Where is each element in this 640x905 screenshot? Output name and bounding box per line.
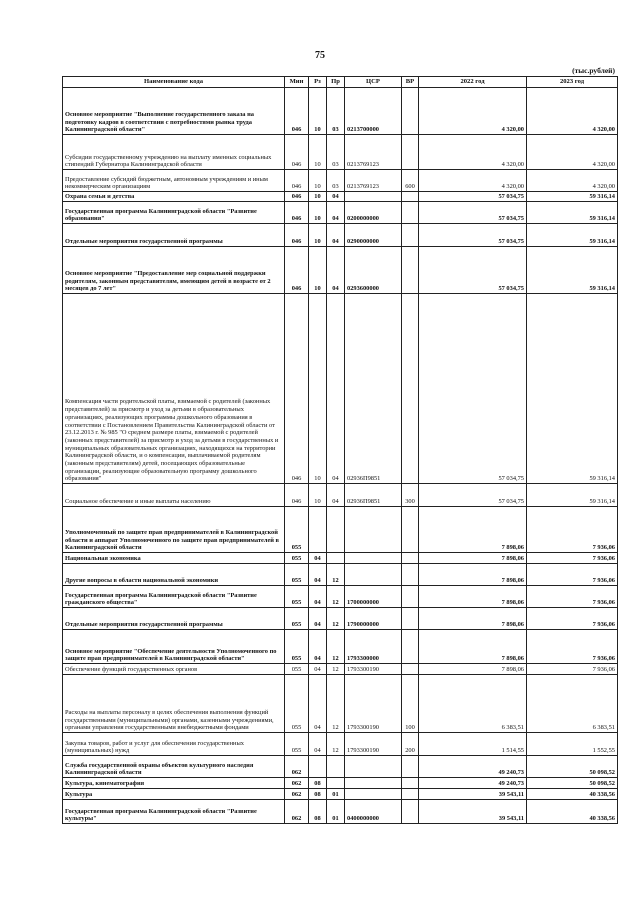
table-row [63, 733, 618, 756]
row-2023-cell: 6 383,51 [527, 675, 618, 733]
row-min-cell: 046 [285, 135, 309, 170]
row-min-cell: 046 [285, 247, 309, 294]
row-rz-cell: 10 [309, 88, 327, 135]
row-name-cell: Национальная экономика [63, 553, 285, 564]
budget-table [62, 76, 618, 824]
row-min-cell: 055 [285, 664, 309, 675]
table-row [63, 507, 618, 553]
row-2022-cell: 7 898,06 [419, 564, 527, 586]
table-row [63, 756, 618, 778]
row-min-cell: 062 [285, 778, 309, 789]
row-2022-cell: 7 898,06 [419, 586, 527, 608]
row-rz-cell: 04 [309, 564, 327, 586]
row-2022-cell: 57 034,75 [419, 294, 527, 484]
row-vr-cell [402, 224, 419, 247]
row-2023-cell: 7 936,06 [527, 630, 618, 664]
row-min-cell: 062 [285, 789, 309, 800]
row-rz-cell [309, 756, 327, 778]
row-2023-cell: 4 320,00 [527, 88, 618, 135]
row-csr-cell: 1790000000 [345, 608, 402, 630]
row-pr-cell: 04 [327, 294, 345, 484]
row-name-cell: Компенсация части родительской платы, взимаемой с родителей (законных представителей) за присмотр и уход за детьми в образовательных организациях, реализующих программы дошкольного образования в соответствии с Постановлением Правительства Калининградской области от 23.12.2013 г. № 985 "О среднем размере платы, взимаемой с родителей (законных представителей) за присмотр и уход за детьми в государственных и муниципальных образовательных организациях, находящихся на территории Калининградской области, и о компенсации, выплачиваемой родителям (законным представителям) детей, посещающих образовательные организации, реализующие образовательную программу дошкольного образования" [63, 294, 285, 484]
row-vr-cell [402, 756, 419, 778]
row-pr-cell: 04 [327, 192, 345, 202]
row-pr-cell: 12 [327, 608, 345, 630]
row-pr-cell: 01 [327, 789, 345, 800]
row-rz-cell: 04 [309, 630, 327, 664]
row-min-cell: 055 [285, 507, 309, 553]
row-rz-cell: 10 [309, 294, 327, 484]
row-rz-cell: 08 [309, 778, 327, 789]
row-vr-cell [402, 507, 419, 553]
table-row [63, 224, 618, 247]
header-vr: ВР [402, 77, 419, 88]
row-2022-cell: 4 320,00 [419, 135, 527, 170]
row-name-cell: Основное мероприятие "Выполнение государственного заказа на подготовку кадров в соответствии с потребностями рынка труда Калининградской области" [63, 88, 285, 135]
row-2022-cell: 39 543,11 [419, 800, 527, 824]
row-2022-cell: 49 240,73 [419, 778, 527, 789]
row-2023-cell: 50 098,52 [527, 756, 618, 778]
row-pr-cell: 03 [327, 88, 345, 135]
row-2023-cell: 59 316,14 [527, 192, 618, 202]
row-csr-cell: 0213769123 [345, 170, 402, 192]
row-vr-cell: 200 [402, 733, 419, 756]
table-row [63, 484, 618, 507]
table-row [63, 608, 618, 630]
row-pr-cell [327, 756, 345, 778]
row-min-cell: 055 [285, 553, 309, 564]
row-csr-cell: 1793300190 [345, 664, 402, 675]
row-pr-cell: 04 [327, 202, 345, 224]
row-name-cell: Предоставление субсидий бюджетным, автономным учреждениям и иным некоммерческим организациям [63, 170, 285, 192]
row-2022-cell: 7 898,06 [419, 630, 527, 664]
row-csr-cell: 1793300190 [345, 733, 402, 756]
row-rz-cell [309, 507, 327, 553]
row-pr-cell: 12 [327, 664, 345, 675]
row-name-cell: Обеспечение функций государственных органов [63, 664, 285, 675]
row-rz-cell: 10 [309, 484, 327, 507]
units-label: (тыс.рублей) [572, 66, 615, 75]
row-vr-cell [402, 608, 419, 630]
row-rz-cell: 04 [309, 733, 327, 756]
row-2022-cell: 39 543,11 [419, 789, 527, 800]
row-2022-cell: 6 383,51 [419, 675, 527, 733]
table-row [63, 664, 618, 675]
row-min-cell: 062 [285, 800, 309, 824]
row-csr-cell: 1793300190 [345, 675, 402, 733]
row-vr-cell [402, 135, 419, 170]
row-2023-cell: 59 316,14 [527, 202, 618, 224]
row-2022-cell: 49 240,73 [419, 756, 527, 778]
table-row [63, 170, 618, 192]
row-name-cell: Государственная программа Калининградской области "Развитие гражданского общества" [63, 586, 285, 608]
table-header-row [63, 77, 618, 88]
page-number: 75 [315, 50, 325, 61]
row-vr-cell [402, 202, 419, 224]
row-pr-cell: 12 [327, 675, 345, 733]
row-2023-cell: 7 936,06 [527, 507, 618, 553]
row-pr-cell: 01 [327, 800, 345, 824]
row-2022-cell: 57 034,75 [419, 484, 527, 507]
row-rz-cell: 10 [309, 247, 327, 294]
row-2023-cell: 7 936,06 [527, 664, 618, 675]
row-csr-cell: 0213769123 [345, 135, 402, 170]
row-csr-cell: 0293600000 [345, 247, 402, 294]
table-body [63, 88, 618, 824]
row-2022-cell: 57 034,75 [419, 247, 527, 294]
row-vr-cell [402, 294, 419, 484]
row-name-cell: Отдельные мероприятия государственной программы [63, 608, 285, 630]
row-min-cell: 046 [285, 294, 309, 484]
row-2023-cell: 7 936,06 [527, 586, 618, 608]
row-vr-cell [402, 778, 419, 789]
table-row [63, 553, 618, 564]
row-min-cell: 046 [285, 88, 309, 135]
row-2023-cell: 40 338,56 [527, 800, 618, 824]
row-name-cell: Культура, кинематография [63, 778, 285, 789]
row-vr-cell: 300 [402, 484, 419, 507]
row-pr-cell [327, 553, 345, 564]
row-name-cell: Государственная программа Калининградской области "Развитие образования" [63, 202, 285, 224]
row-pr-cell: 12 [327, 630, 345, 664]
table-row [63, 135, 618, 170]
row-2023-cell: 4 320,00 [527, 135, 618, 170]
table-row [63, 778, 618, 789]
row-pr-cell: 04 [327, 247, 345, 294]
row-vr-cell [402, 664, 419, 675]
row-rz-cell: 10 [309, 202, 327, 224]
row-name-cell: Расходы на выплаты персоналу в целях обеспечения выполнения функций государственными (муниципальными) органами, казенными учреждениями, органами управления государственными внебюджетными фондами [63, 675, 285, 733]
table-row [63, 247, 618, 294]
row-vr-cell [402, 630, 419, 664]
table-row [63, 630, 618, 664]
row-min-cell: 055 [285, 564, 309, 586]
row-vr-cell [402, 247, 419, 294]
row-pr-cell [327, 778, 345, 789]
row-min-cell: 055 [285, 675, 309, 733]
row-vr-cell [402, 88, 419, 135]
row-name-cell: Закупка товаров, работ и услуг для обеспечения государственных (муниципальных) нужд [63, 733, 285, 756]
row-rz-cell: 04 [309, 586, 327, 608]
row-rz-cell: 10 [309, 170, 327, 192]
row-2022-cell: 57 034,75 [419, 224, 527, 247]
table-row [63, 800, 618, 824]
table-row [63, 294, 618, 484]
row-csr-cell: 0290000000 [345, 224, 402, 247]
table-row [63, 564, 618, 586]
row-name-cell: Другие вопросы в области национальной экономики [63, 564, 285, 586]
row-min-cell: 055 [285, 733, 309, 756]
row-2022-cell: 4 320,00 [419, 170, 527, 192]
row-2022-cell: 7 898,06 [419, 507, 527, 553]
row-2023-cell: 7 936,06 [527, 564, 618, 586]
row-csr-cell: 1793300000 [345, 630, 402, 664]
row-name-cell: Культура [63, 789, 285, 800]
row-rz-cell: 04 [309, 675, 327, 733]
row-csr-cell: 1700000000 [345, 586, 402, 608]
row-min-cell: 062 [285, 756, 309, 778]
table-row [63, 192, 618, 202]
row-vr-cell [402, 553, 419, 564]
table-row [63, 202, 618, 224]
row-min-cell: 055 [285, 586, 309, 608]
row-2023-cell: 1 552,55 [527, 733, 618, 756]
header-min: Мин [285, 77, 309, 88]
row-rz-cell: 04 [309, 608, 327, 630]
row-min-cell: 046 [285, 484, 309, 507]
row-rz-cell: 10 [309, 224, 327, 247]
row-csr-cell [345, 553, 402, 564]
row-pr-cell: 03 [327, 170, 345, 192]
header-2023: 2023 год [527, 77, 618, 88]
row-csr-cell: 02936П9851 [345, 484, 402, 507]
row-pr-cell [327, 507, 345, 553]
row-pr-cell: 12 [327, 586, 345, 608]
row-vr-cell [402, 586, 419, 608]
row-rz-cell: 04 [309, 664, 327, 675]
row-2022-cell: 7 898,06 [419, 553, 527, 564]
row-pr-cell: 04 [327, 484, 345, 507]
row-min-cell: 046 [285, 202, 309, 224]
row-pr-cell: 04 [327, 224, 345, 247]
row-csr-cell [345, 778, 402, 789]
table-row [63, 586, 618, 608]
row-2022-cell: 1 514,55 [419, 733, 527, 756]
row-vr-cell: 600 [402, 170, 419, 192]
row-name-cell: Охрана семьи и детства [63, 192, 285, 202]
header-pr: Пр [327, 77, 345, 88]
row-rz-cell: 10 [309, 192, 327, 202]
row-csr-cell [345, 789, 402, 800]
table-row [63, 675, 618, 733]
row-csr-cell [345, 756, 402, 778]
row-vr-cell [402, 800, 419, 824]
row-2022-cell: 4 320,00 [419, 88, 527, 135]
row-vr-cell: 100 [402, 675, 419, 733]
row-csr-cell: 0213700000 [345, 88, 402, 135]
header-name: Наименование кода [63, 77, 285, 88]
table-row [63, 789, 618, 800]
row-min-cell: 055 [285, 630, 309, 664]
header-rz: Рз [309, 77, 327, 88]
row-name-cell: Социальное обеспечение и иные выплаты населению [63, 484, 285, 507]
row-rz-cell: 08 [309, 800, 327, 824]
row-2023-cell: 4 320,00 [527, 170, 618, 192]
row-name-cell: Государственная программа Калининградской области "Развитие культуры" [63, 800, 285, 824]
row-name-cell: Уполномоченный по защите прав предпринимателей в Калининградской области и аппарат Уполномоченного по защите прав предпринимателей в Калининградской области [63, 507, 285, 553]
row-csr-cell: 0200000000 [345, 202, 402, 224]
row-csr-cell [345, 192, 402, 202]
row-min-cell: 046 [285, 224, 309, 247]
row-pr-cell: 12 [327, 564, 345, 586]
row-vr-cell [402, 789, 419, 800]
row-rz-cell: 10 [309, 135, 327, 170]
row-rz-cell: 04 [309, 553, 327, 564]
row-name-cell: Служба государственной охраны объектов культурного наследия Калининградской области [63, 756, 285, 778]
row-2023-cell: 59 316,14 [527, 484, 618, 507]
row-2023-cell: 7 936,06 [527, 608, 618, 630]
row-vr-cell [402, 192, 419, 202]
row-csr-cell [345, 507, 402, 553]
row-name-cell: Субсидии государственному учреждению на выплату именных социальных стипендий Губернатора Калининградской области [63, 135, 285, 170]
table-row [63, 88, 618, 135]
row-vr-cell [402, 564, 419, 586]
row-csr-cell: 0400000000 [345, 800, 402, 824]
row-name-cell: Основное мероприятие "Обеспечение деятельности Уполномоченного по защите прав предпринимателей в Калининградской области" [63, 630, 285, 664]
row-2023-cell: 40 338,56 [527, 789, 618, 800]
row-2022-cell: 57 034,75 [419, 192, 527, 202]
row-min-cell: 055 [285, 608, 309, 630]
row-pr-cell: 03 [327, 135, 345, 170]
row-min-cell: 046 [285, 170, 309, 192]
header-2022: 2022 год [419, 77, 527, 88]
row-csr-cell [345, 564, 402, 586]
row-2023-cell: 59 316,14 [527, 294, 618, 484]
row-2023-cell: 50 098,52 [527, 778, 618, 789]
row-csr-cell: 02936П9851 [345, 294, 402, 484]
row-min-cell: 046 [285, 192, 309, 202]
row-pr-cell: 12 [327, 733, 345, 756]
row-2023-cell: 7 936,06 [527, 553, 618, 564]
header-csr: ЦСР [345, 77, 402, 88]
row-rz-cell: 08 [309, 789, 327, 800]
row-2023-cell: 59 316,14 [527, 247, 618, 294]
row-2023-cell: 59 316,14 [527, 224, 618, 247]
row-name-cell: Отдельные мероприятия государственной программы [63, 224, 285, 247]
row-name-cell: Основное мероприятие "Предоставление мер социальной поддержки родителям, законным представителям, имеющим детей в возрасте от 2 месяцев до 7 лет" [63, 247, 285, 294]
row-2022-cell: 7 898,06 [419, 664, 527, 675]
row-2022-cell: 7 898,06 [419, 608, 527, 630]
row-2022-cell: 57 034,75 [419, 202, 527, 224]
